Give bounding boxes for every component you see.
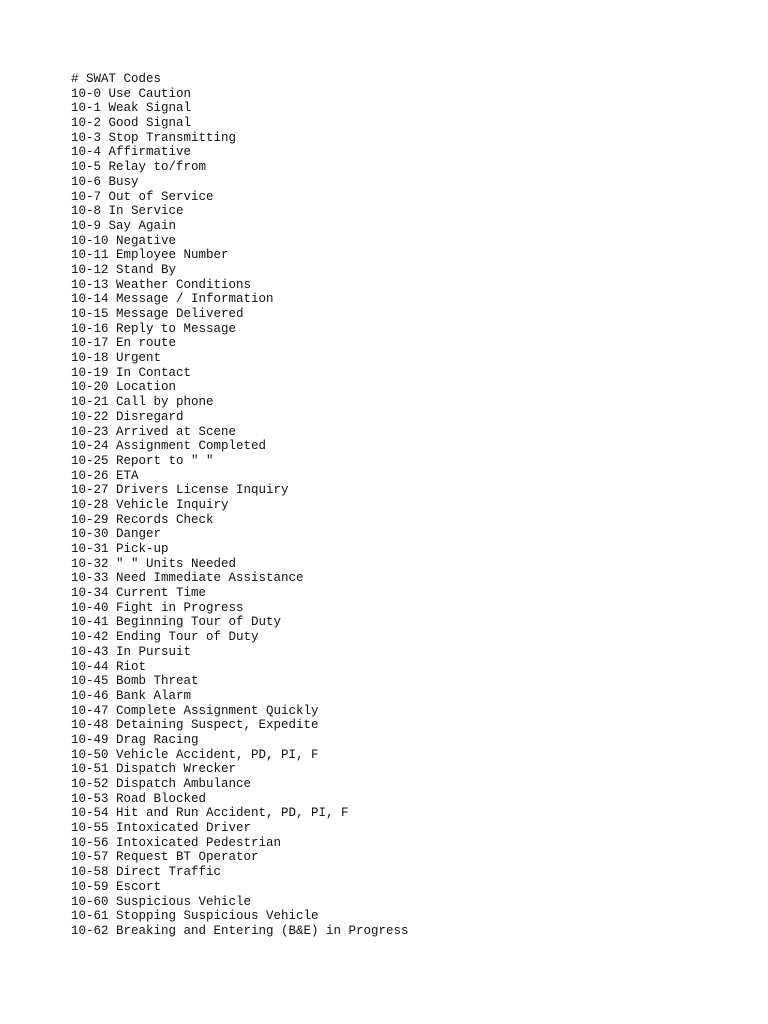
document-title: # SWAT Codes [71, 72, 162, 86]
code-line: 10-42 Ending Tour of Duty [71, 630, 259, 645]
code-line: 10-33 Need Immediate Assistance [71, 571, 304, 586]
code-line: 10-57 Request BT Operator [71, 850, 259, 865]
code-line: 10-25 Report to " " [71, 453, 214, 468]
code-line: 10-7 Out of Service [71, 189, 214, 204]
code-line: 10-22 Disregard [71, 409, 184, 424]
code-line: 10-6 Busy [71, 174, 139, 189]
code-line: 10-3 Stop Transmitting [71, 130, 237, 145]
code-line: 10-60 Suspicious Vehicle [71, 894, 252, 909]
code-line: 10-1 Weak Signal [71, 101, 192, 116]
code-line: 10-9 Say Again [71, 218, 177, 233]
code-line: 10-8 In Service [71, 204, 184, 219]
code-line: 10-13 Weather Conditions [71, 277, 252, 292]
code-line: 10-55 Intoxicated Driver [71, 821, 252, 836]
code-line: 10-15 Message Delivered [71, 307, 244, 321]
code-line: 10-41 Beginning Tour of Duty [71, 615, 282, 630]
code-line: 10-52 Dispatch Ambulance [71, 777, 252, 791]
code-line: 10-12 Stand By [71, 262, 177, 277]
code-line: 10-17 En route [71, 336, 177, 351]
code-line: 10-10 Negative [71, 233, 177, 248]
code-line: 10-4 Affirmative [71, 145, 192, 160]
code-line: 10-28 Vehicle Inquiry [71, 497, 229, 512]
code-line: 10-51 Dispatch Wrecker [71, 762, 237, 777]
code-line: 10-34 Current Time [71, 586, 207, 601]
code-line: 10-21 Call by phone [71, 395, 214, 410]
code-line: 10-23 Arrived at Scene [71, 424, 237, 439]
code-line: 10-49 Drag Racing [71, 732, 199, 747]
code-line: 10-58 Direct Traffic [71, 865, 222, 880]
code-line: 10-47 Complete Assignment Quickly [71, 703, 319, 718]
code-line: 10-48 Detaining Suspect, Expedite [71, 718, 319, 733]
code-line: 10-59 Escort [71, 879, 162, 894]
code-line: 10-5 Relay to/from [71, 160, 207, 175]
code-line: 10-18 Urgent [71, 351, 162, 366]
code-line: 10-14 Message / Information [71, 292, 274, 307]
code-list [71, 87, 409, 939]
code-line: 10-2 Good Signal [71, 116, 192, 131]
code-line: 10-43 In Pursuit [71, 644, 192, 659]
code-line: 10-29 Records Check [71, 512, 214, 527]
code-line: 10-45 Bomb Threat [71, 674, 199, 689]
code-line: 10-16 Reply to Message [71, 321, 237, 336]
code-line: 10-27 Drivers License Inquiry [71, 483, 289, 498]
code-line: 10-19 In Contact [71, 365, 192, 380]
code-line: 10-32 " " Units Needed [71, 556, 237, 571]
code-line: 10-20 Location [71, 380, 177, 395]
code-line: 10-30 Danger [71, 527, 162, 542]
code-line: 10-50 Vehicle Accident, PD, PI, F [71, 747, 319, 762]
code-line: 10-26 ETA [71, 468, 139, 483]
code-line: 10-61 Stopping Suspicious Vehicle [71, 909, 319, 924]
code-line: 10-54 Hit and Run Accident, PD, PI, F [71, 806, 349, 821]
code-line: 10-31 Pick-up [71, 542, 169, 556]
code-line: 10-24 Assignment Completed [71, 439, 267, 454]
document-body [71, 72, 409, 939]
code-line: 10-53 Road Blocked [71, 791, 207, 806]
code-line: 10-62 Breaking and Entering (B&E) in Progress [71, 923, 409, 938]
code-line: 10-40 Fight in Progress [71, 600, 244, 615]
code-line: 10-56 Intoxicated Pedestrian [71, 835, 282, 850]
code-line: 10-0 Use Caution [71, 86, 192, 101]
code-line: 10-46 Bank Alarm [71, 688, 192, 703]
code-line: 10-44 Riot [71, 659, 147, 674]
code-line: 10-11 Employee Number [71, 248, 229, 263]
